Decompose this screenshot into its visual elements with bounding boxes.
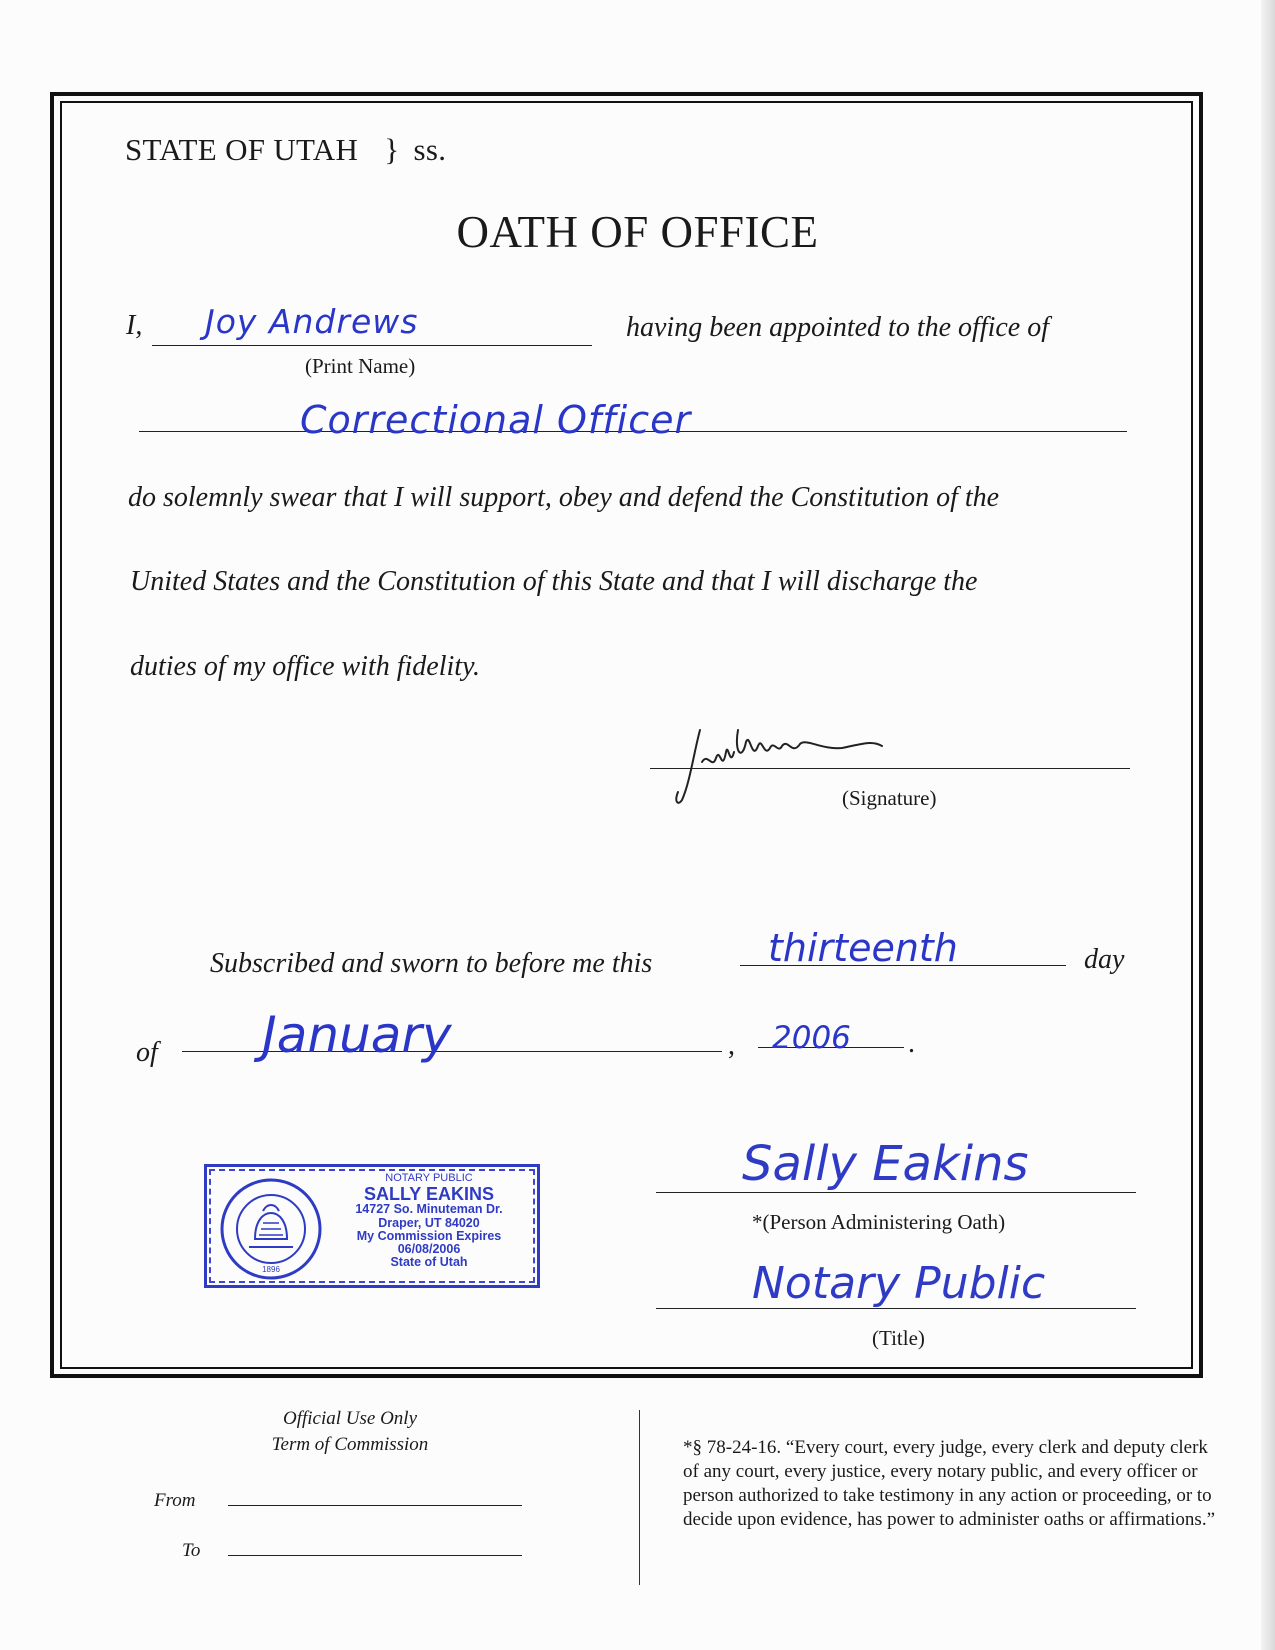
stamp-text [325,1173,533,1269]
oath-prefix: I, [126,310,143,341]
stamp-line-2: SALLY EAKINS [363,1183,495,1204]
oath-text-line-3: duties of my office with fidelity. [130,651,480,682]
period: . [908,1028,915,1059]
person-administering-caption: *(Person Administering Oath) [752,1210,1006,1234]
of-label: of [136,1037,158,1068]
stamp-line-5: My Commission Expires 06/08/2006 [356,1228,502,1256]
stamp-line-6: State of Utah [390,1254,468,1269]
signature-line [650,768,1130,769]
subscribed-text: Subscribed and sworn to before me this [210,948,653,979]
month-value: January [262,1006,452,1064]
state-label: STATE OF UTAH [125,132,359,167]
title-value: Notary Public [752,1258,1046,1309]
seal-year: 1896 [262,1265,280,1274]
state-seal-icon [219,1177,323,1281]
year-value: 2006 [772,1020,851,1056]
brace-symbol: } [384,132,400,167]
statute-footnote: *§ 78-24-16. “Every court, every judge, every clerk and deputy clerk of any court, every justice, every notary public, and every officer or person authorized to take testimony in any action or proceeding, or to decide upon evidence, has power to administer oaths or affirmations.” [683,1437,1216,1530]
office-value: Correctional Officer [300,398,692,442]
oath-text-line-2: United States and the Constitution of this State and that I will discharge the [130,566,978,597]
from-line [228,1505,522,1506]
from-label: From [154,1490,196,1511]
stamp-line-3: 14727 So. Minuteman Dr. [355,1202,503,1217]
notary-stamp [204,1164,540,1288]
administering-signature-line [656,1192,1136,1193]
official-use-line-2: Term of Commission [271,1434,429,1455]
print-name-line [152,345,592,346]
title-caption: (Title) [872,1326,925,1350]
day-value: thirteenth [768,926,958,970]
comma: , [728,1030,735,1061]
stamp-line-4: Draper, UT 84020 [378,1215,480,1230]
stamp-line-1: NOTARY PUBLIC [385,1172,473,1184]
to-label: To [182,1540,201,1561]
oath-text-line-1: do solemnly swear that I will support, obey and defend the Constitution of the [128,482,1000,513]
official-use-heading [230,1406,470,1458]
to-line [228,1555,522,1556]
notary-signature: Sally Eakins [742,1136,1029,1192]
appointed-text: having been appointed to the office of [626,312,1050,343]
official-use-line-1: Official Use Only [282,1408,418,1429]
form-title: OATH OF OFFICE [456,207,819,257]
ss-label: ss. [413,132,447,167]
printed-name-value: Joy Andrews [205,302,419,341]
signature-caption: (Signature) [842,786,937,810]
print-name-caption: (Print Name) [305,354,416,378]
state-heading [125,132,446,168]
bottom-divider [639,1410,640,1585]
day-label: day [1084,944,1125,975]
